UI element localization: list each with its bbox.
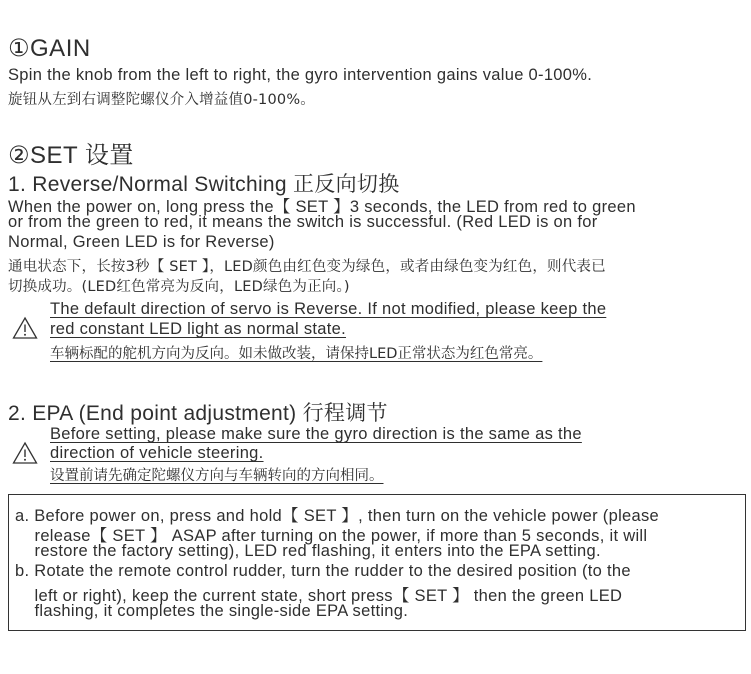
warning-triangle-icon — [12, 441, 38, 465]
reverse-warning-text: The default direction of servo is Reverse. If not modified, please keep the — [50, 300, 607, 318]
gain-description-cn: 旋钮从左到右调整陀螺仪介入增益值0-100%。 — [8, 92, 316, 108]
epa-warning-cn: 设置前请先确定陀螺仪方向与车辆转向的方向相同。 — [50, 468, 384, 484]
reverse-text-line: or from the green to red, it means the switch is successful. (Red LED is on for — [8, 213, 598, 231]
epa-step-line: flashing, it completes the single-side EPA setting. — [15, 602, 409, 620]
epa-warning-text: direction of vehicle steering. — [50, 444, 264, 462]
epa-step-line: b. Rotate the remote control rudder, turn the rudder to the desired position (to the — [15, 562, 631, 580]
reverse-text-cn-line: 切换成功。(LED红色常亮为反向，LED绿色为正向。) — [8, 279, 350, 295]
epa-warning-text: Before setting, please make sure the gyro direction is the same as the — [50, 425, 582, 443]
warning-triangle-icon — [12, 316, 38, 340]
reverse-text-line: Normal, Green LED is for Reverse) — [8, 233, 275, 251]
reverse-warning-cn: 车辆标配的舵机方向为反向。如未做改装，请保持LED正常状态为红色常亮。 — [50, 346, 543, 362]
reverse-heading: 1. Reverse/Normal Switching 正反向切换 — [8, 173, 400, 196]
epa-step-line: a. Before power on, press and hold【 SET 】, then turn on the vehicle power (please — [15, 507, 660, 525]
gain-description-en: Spin the knob from the left to right, the gyro intervention gains value 0-100%. — [8, 66, 593, 84]
reverse-text-line: When the power on, long press the【 SET 】3 seconds, the LED from red to green — [8, 198, 636, 216]
epa-step-line: release【 SET 】 ASAP after turning on the power, if more than 5 seconds, it will — [15, 527, 648, 545]
epa-step-line: restore the factory setting), LED red flashing, it enters into the EPA setting. — [15, 542, 601, 560]
reverse-warning-text: red constant LED light as normal state. — [50, 320, 347, 338]
epa-heading: 2. EPA (End point adjustment) 行程调节 — [8, 402, 388, 425]
gain-title: ①GAIN — [8, 35, 91, 62]
reverse-text-cn-line: 通电状态下，长按3秒【 SET 】，LED颜色由红色变为绿色，或者由绿色变为红色，则代表已 — [8, 259, 606, 275]
epa-step-line: left or right), keep the current state, short press【 SET 】 then the green LED — [15, 587, 623, 605]
set-title: ②SET 设置 — [8, 142, 134, 169]
epa-steps-box — [8, 494, 746, 631]
